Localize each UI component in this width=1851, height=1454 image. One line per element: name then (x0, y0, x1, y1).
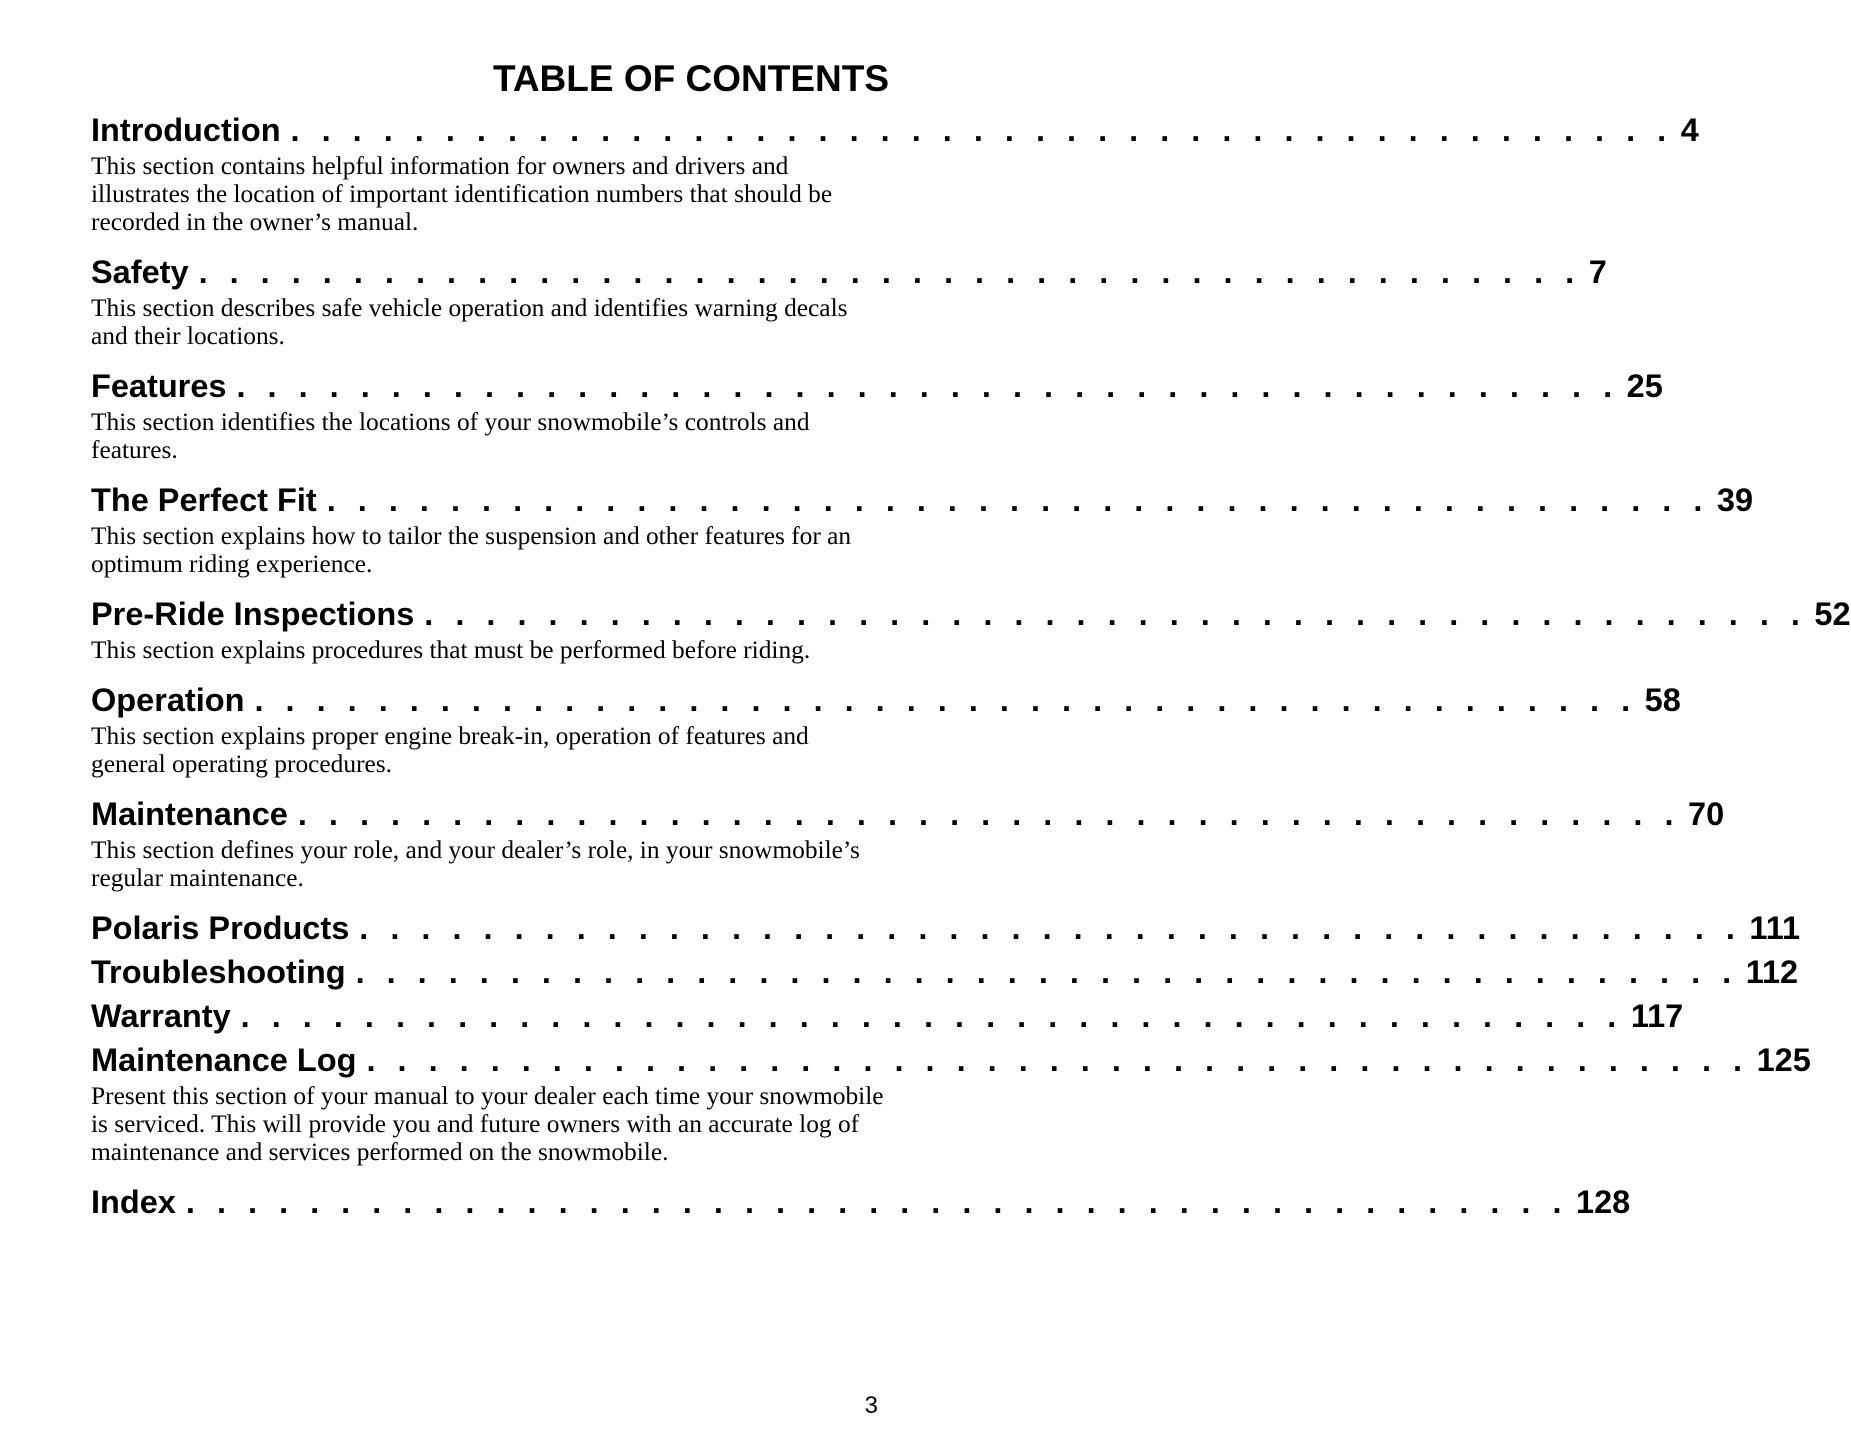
toc-entry-page: 128 (1576, 1184, 1631, 1220)
page-title: TABLE OF CONTENTS (492, 58, 889, 99)
toc-entry-name: Safety (91, 254, 189, 290)
toc-entry-name: Polaris Products (91, 910, 350, 946)
toc-entry-description: This section explains proper engine break-in, operation of features and general operating procedures. (91, 722, 809, 778)
toc-page (91, 58, 1851, 1224)
toc-entry-line[interactable] (91, 950, 1799, 994)
page-number: 3 (864, 1392, 878, 1419)
toc-entry-line[interactable] (91, 994, 1684, 1038)
toc-entry-page: 125 (1756, 1042, 1811, 1078)
toc-entry-description: This section explains how to tailor the suspension and other features for an optimum riding experience. (91, 522, 852, 578)
dot-leader: . . . . . . . . . . . . . . . . . . . . . . . . . . . . . . . . . . . . . . . . . . . . . (236, 368, 1619, 404)
toc-entry-page: 70 (1688, 796, 1725, 832)
dot-leader: . . . . . . . . . . . . . . . . . . . . . . . . . . . . . . . . . . . . . . . . . . . . . (355, 954, 1738, 990)
toc-entry-name: The Perfect Fit (91, 482, 317, 518)
toc-entry-description: This section explains procedures that must be performed before riding. (91, 636, 811, 664)
dot-leader: . . . . . . . . . . . . . . . . . . . . . . . . . . . . . . . . . . . . . . . . . . . . . (290, 112, 1673, 148)
toc-entry-maintenance-log (91, 1038, 1811, 1166)
toc-entry-page: 111 (1749, 910, 1801, 946)
toc-entry-line[interactable] (91, 250, 1607, 294)
toc-entry-introduction (91, 108, 1699, 236)
toc-entry-page: 25 (1626, 368, 1663, 404)
toc-entry-warranty (91, 994, 1684, 1038)
toc-entry-line[interactable] (91, 1180, 1631, 1224)
toc-entry-name: Troubleshooting (91, 954, 346, 990)
dot-leader: . . . . . . . . . . . . . . . . . . . . . . . . . . . . . . . . . . . . . . . . . . . . . (185, 1184, 1569, 1220)
toc-entry-description: This section identifies the locations of your snowmobile’s controls and features. (91, 408, 810, 464)
toc-entry-page: 58 (1644, 682, 1681, 718)
toc-entry-page: 52 (1814, 596, 1851, 632)
dot-leader: . . . . . . . . . . . . . . . . . . . . . . . . . . . . . . . . . . . . . . . . . . . . . (424, 596, 1807, 632)
toc-entry-line[interactable] (91, 906, 1801, 950)
dot-leader: . . . . . . . . . . . . . . . . . . . . . . . . . . . . . . . . . . . . . . . . . . . . . (254, 682, 1637, 718)
toc-entry-name: Pre-Ride Inspections (91, 596, 415, 632)
toc-entry-line[interactable] (91, 1038, 1811, 1082)
toc-entry-maintenance (91, 792, 1725, 892)
dot-leader: . . . . . . . . . . . . . . . . . . . . . . . . . . . . . . . . . . . . . . . . . . . . . (359, 910, 1742, 946)
toc-entry-line[interactable] (91, 478, 1754, 522)
toc-entry-page: 117 (1630, 998, 1684, 1034)
toc-entry-description: This section describes safe vehicle operation and identifies warning decals and their locations. (91, 294, 848, 350)
dot-leader: . . . . . . . . . . . . . . . . . . . . . . . . . . . . . . . . . . . . . . . . . . . . . (240, 998, 1623, 1034)
toc-entry-features (91, 364, 1663, 464)
toc-entry-name: Operation (91, 682, 245, 718)
toc-entry-name: Introduction (91, 112, 281, 148)
toc-entry-troubleshooting (91, 950, 1799, 994)
toc-entry-pre-ride-inspections (91, 592, 1851, 664)
toc-entry-name: Warranty (91, 998, 231, 1034)
toc-entry-operation (91, 678, 1681, 778)
toc-entry-page: 7 (1588, 254, 1607, 290)
toc-entry-line[interactable] (91, 364, 1663, 408)
toc-entry-line[interactable] (91, 108, 1699, 152)
toc-entry-page: 112 (1745, 954, 1799, 990)
dot-leader: . . . . . . . . . . . . . . . . . . . . . . . . . . . . . . . . . . . . . . . . . . . . . (326, 482, 1709, 518)
toc-entry-polaris-products (91, 906, 1801, 950)
dot-leader: . . . . . . . . . . . . . . . . . . . . . . . . . . . . . . . . . . . . . . . . . . . . . (366, 1042, 1749, 1078)
toc-entry-safety (91, 250, 1607, 350)
toc-entry-line[interactable] (91, 678, 1681, 722)
toc-entry-description: This section defines your role, and your dealer’s role, in your snowmobile’s regular maintenance. (91, 836, 860, 892)
toc-entry-description: This section contains helpful information for owners and drivers and illustrates the location of important identification numbers that should be recorded in the owner’s manual. (91, 152, 833, 236)
toc-entry-index (91, 1180, 1631, 1224)
toc-entry-name: Features (91, 368, 227, 404)
toc-entry-line[interactable] (91, 792, 1725, 836)
toc-entry-the-perfect-fit (91, 478, 1754, 578)
dot-leader: . . . . . . . . . . . . . . . . . . . . . . . . . . . . . . . . . . . . . . . . . . . . . (297, 796, 1680, 832)
toc-entry-description: Present this section of your manual to your dealer each time your snowmobile is serviced. This will provide you and future owners with an accurate log of maintenance and services performed on the snowmobile. (91, 1082, 884, 1166)
toc-entry-name: Maintenance Log (91, 1042, 357, 1078)
toc-entry-name: Index (91, 1184, 176, 1220)
toc-entry-page: 4 (1680, 112, 1699, 148)
toc-entry-line[interactable] (91, 592, 1851, 636)
dot-leader: . . . . . . . . . . . . . . . . . . . . . . . . . . . . . . . . . . . . . . . . . . . . . (198, 254, 1581, 290)
toc-entry-page: 39 (1716, 482, 1754, 518)
toc-entry-name: Maintenance (91, 796, 288, 832)
